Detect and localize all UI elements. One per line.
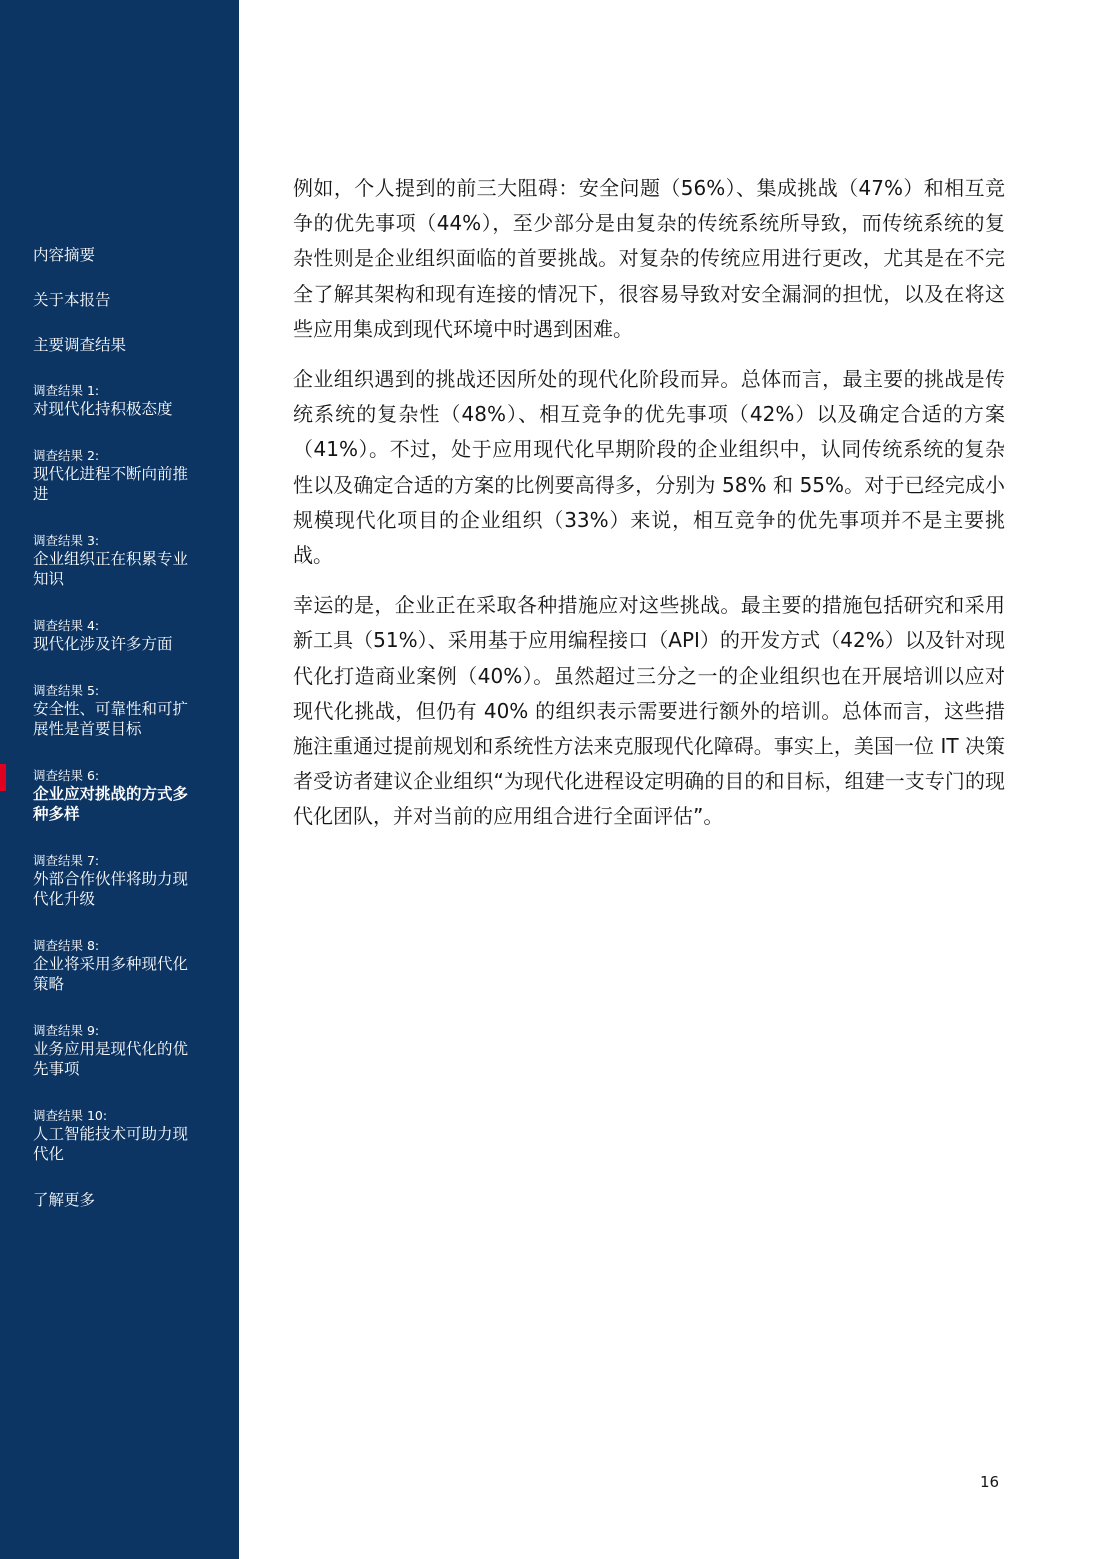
paragraph: 幸运的是，企业正在采取各种措施应对这些挑战。最主要的措施包括研究和采用新工具（51%）、采用基于应用编程接口（API）的开发方式（42%）以及针对现代化打造商业案例（40%）。虽然超过三分之一的企业组织也在开展培训以应对现代化挑战，但仍有 40% 的组织表示需要进行额外的培训。总体而言，这些措施注重通过提前规划和系统性方法来克服现代化障碍。事实上，美国一位 IT 决策者受访者建议企业组织“为现代化进程设定明确的目的和目标，组建一支专门的现代化团队，并对当前的应用组合进行全面评估”。 [293,593,1005,829]
nav-item-sublabel: 调查结果 8: [33,938,100,953]
paragraph: 例如，个人提到的前三大阻碍：安全问题（56%）、集成挑战（47%）和相互竞争的优先事项（44%），至少部分是由复杂的传统系统所导致，而传统系统的复杂性则是企业组织面临的首要挑战。对复杂的传统应用进行更改，尤其是在不完全了解其架构和现有连接的情况下，很容易导致对安全漏洞的担忧，以及在将这些应用集成到现代环境中时遇到困难。 [293,176,1005,341]
nav-item-summary[interactable] [33,245,193,265]
nav-item-label: 企业应对挑战的方式多种多样 [33,785,189,823]
nav-item-sublabel: 调查结果 2: [33,448,100,463]
nav-item-label: 现代化涉及许多方面 [33,635,173,653]
nav-item-finding-5[interactable] [33,683,193,739]
nav-item-label: 外部合作伙伴将助力现代化升级 [33,870,189,908]
nav-item-sublabel: 调查结果 6: [33,768,100,783]
paragraph: 企业组织遇到的挑战还因所处的现代化阶段而异。总体而言，最主要的挑战是传统系统的复杂性（48%）、相互竞争的优先事项（42%）以及确定合适的方案（41%）。不过，处于应用现代化早期阶段的企业组织中，认同传统系统的复杂性以及确定合适的方案的比例要高得多，分别为 58% 和 55%。对于已经完成小规模现代化项目的企业组织（33%）来说，相互竞争的优先事项并不是主要挑战。 [293,367,1005,568]
nav-item-finding-1[interactable] [33,383,193,419]
nav-item-label: 对现代化持积极态度 [33,400,173,418]
nav-item-label: 内容摘要 [33,246,96,264]
nav-item-finding-4[interactable] [33,618,193,654]
nav-item-label: 企业将采用多种现代化策略 [33,955,189,993]
nav-item-sublabel: 调查结果 3: [33,533,100,548]
nav-item-label: 业务应用是现代化的优先事项 [33,1040,189,1078]
nav-item-label: 主要调查结果 [33,336,127,354]
nav-item-key-findings[interactable] [33,335,193,355]
nav-item-finding-3[interactable] [33,533,193,589]
nav-item-finding-2[interactable] [33,448,193,504]
nav-item-sublabel: 调查结果 1: [33,383,100,398]
nav-item-sublabel: 调查结果 10: [33,1108,108,1123]
nav-item-label: 安全性、可靠性和可扩展性是首要目标 [33,700,189,738]
nav-item-label: 关于本报告 [33,291,111,309]
nav-item-sublabel: 调查结果 7: [33,853,100,868]
nav-item-about-report[interactable] [33,290,193,310]
nav-item-sublabel: 调查结果 9: [33,1023,100,1038]
nav-item-finding-6[interactable] [33,768,193,824]
nav-item-label: 现代化进程不断向前推进 [33,465,189,503]
nav-item-label: 了解更多 [33,1191,96,1209]
nav-item-finding-8[interactable] [33,938,193,994]
nav-item-sublabel: 调查结果 5: [33,683,100,698]
nav-item-sublabel: 调查结果 4: [33,618,100,633]
nav-item-learn-more[interactable] [33,1190,193,1210]
page-number: 16 [980,1473,1000,1491]
nav-item-label: 企业组织正在积累专业知识 [33,550,189,588]
nav-item-finding-7[interactable] [33,853,193,909]
active-item-marker [0,764,6,791]
body-text [293,171,1005,850]
nav-item-finding-10[interactable] [33,1108,193,1164]
nav-item-finding-9[interactable] [33,1023,193,1079]
sidebar-nav [0,0,239,1559]
nav-item-label: 人工智能技术可助力现代化 [33,1125,189,1163]
